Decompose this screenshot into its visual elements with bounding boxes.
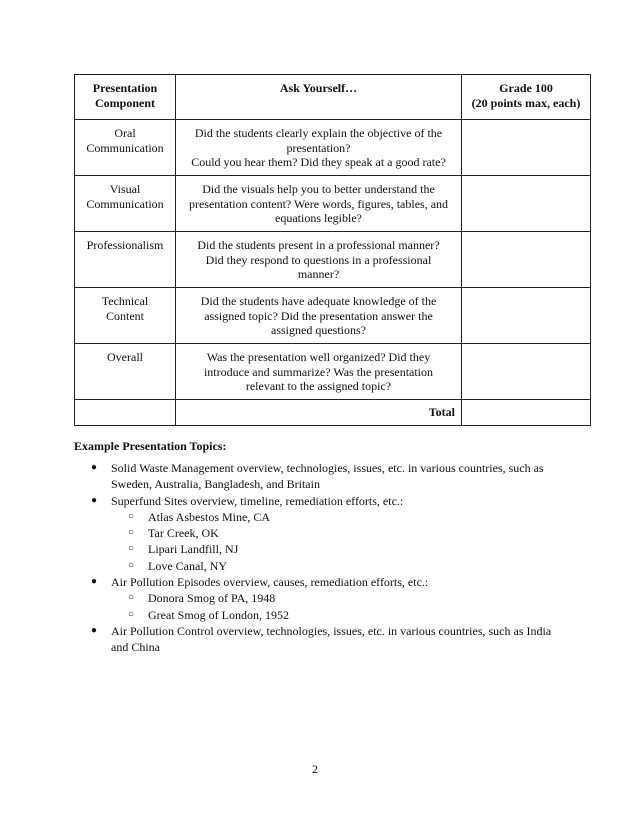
component-cell: Professionalism: [75, 232, 176, 288]
rubric-table: [74, 74, 591, 426]
sub-list-item: ○ Lipari Landfill, NJ: [111, 541, 564, 557]
sub-list-item: ○ Donora Smog of PA, 1948: [111, 590, 564, 606]
component-cell: Technical Content: [75, 288, 176, 344]
grade-cell[interactable]: [462, 288, 591, 344]
total-grade-cell[interactable]: [462, 400, 591, 426]
rubric-row-overall: [75, 344, 591, 400]
header-ask-yourself: Ask Yourself…: [176, 75, 462, 120]
question-cell: Did the visuals help you to better understand the presentation content? Were words, figures, tables, and equations legible?: [176, 176, 462, 232]
sub-list: [111, 509, 564, 574]
question-cell: Did the students have adequate knowledge of the assigned topic? Did the presentation answer the assigned questions?: [176, 288, 462, 344]
rubric-total-row: [75, 400, 591, 426]
topics-list: [74, 460, 564, 656]
grade-cell[interactable]: [462, 344, 591, 400]
list-item: [74, 574, 564, 623]
page-number: 2: [312, 762, 318, 776]
rubric-row-oral-communication: [75, 120, 591, 176]
header-grade: Grade 100 (20 points max, each): [462, 75, 591, 120]
component-cell: Oral Communication: [75, 120, 176, 176]
total-empty-cell: [75, 400, 176, 426]
component-cell: Visual Communication: [75, 176, 176, 232]
sub-list-item: ○ Love Canal, NY: [111, 558, 564, 574]
bullet-text: Air Pollution Control overview, technologies, issues, etc. in various countries, such as India and China: [111, 623, 552, 655]
question-cell: Did the students clearly explain the objective of the presentation? Could you hear them? Did they speak at a good rate?: [176, 120, 462, 176]
grade-cell[interactable]: [462, 176, 591, 232]
sub-list-item: ○ Great Smog of London, 1952: [111, 607, 564, 623]
component-cell: Overall: [75, 344, 176, 400]
bullet-text: Superfund Sites overview, timeline, remediation efforts, etc.:: [111, 493, 404, 508]
sub-list-item: ○ Tar Creek, OK: [111, 525, 564, 541]
list-item: [74, 623, 564, 656]
topics-heading: Example Presentation Topics:: [74, 439, 227, 453]
total-label: Total: [176, 400, 462, 426]
header-component: Presentation Component: [75, 75, 176, 120]
rubric-header-row: [75, 75, 591, 120]
sub-list-item: ○ Atlas Asbestos Mine, CA: [111, 509, 564, 525]
bullet-text: Air Pollution Episodes overview, causes, remediation efforts, etc.:: [111, 575, 429, 590]
rubric-row-professionalism: [75, 232, 591, 288]
list-item: [74, 460, 564, 493]
list-item: [74, 493, 564, 574]
question-cell: Was the presentation well organized? Did they introduce and summarize? Was the presentation relevant to the assigned topic?: [176, 344, 462, 400]
sub-list: [111, 590, 564, 623]
grade-cell[interactable]: [462, 120, 591, 176]
rubric-row-visual-communication: [75, 176, 591, 232]
question-cell: Did the students present in a professional manner? Did they respond to questions in a professional manner?: [176, 232, 462, 288]
grade-cell[interactable]: [462, 232, 591, 288]
rubric-row-technical-content: [75, 288, 591, 344]
bullet-text: Solid Waste Management overview, technologies, issues, etc. in various countries, such as Sweden, Australia, Bangladesh, and Britain: [111, 461, 544, 492]
